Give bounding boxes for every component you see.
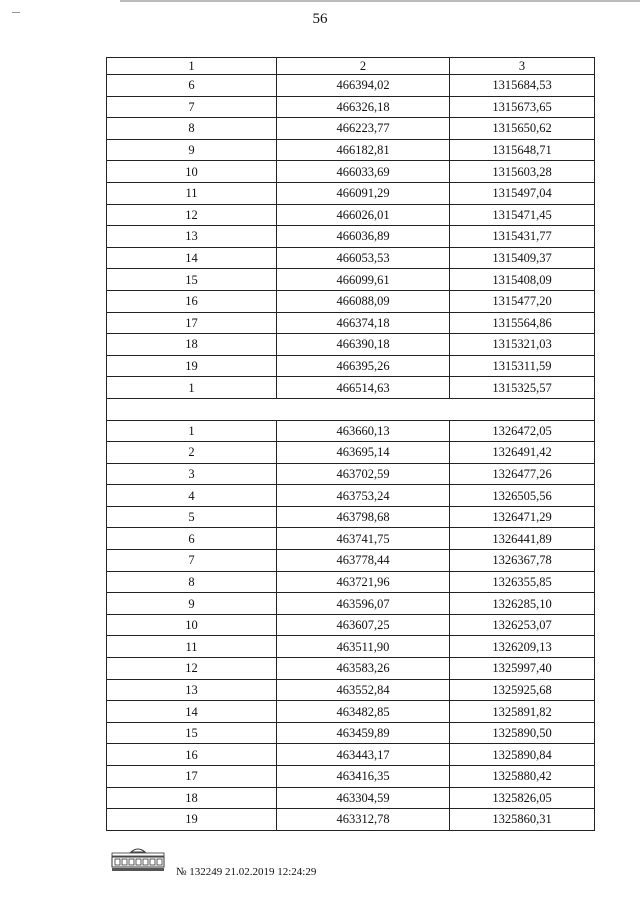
y-coordinate-cell: 1326209,13 [450,636,595,658]
x-coordinate-cell: 463443,17 [277,744,450,766]
x-coordinate-cell: 466374,18 [277,312,450,334]
y-coordinate-cell: 1315325,57 [450,377,595,399]
table-row [107,377,595,399]
y-coordinate-cell: 1315471,45 [450,204,595,226]
y-coordinate-cell: 1326505,56 [450,485,595,507]
table-row [107,290,595,312]
point-number-cell: 3 [107,463,277,485]
x-coordinate-cell: 466390,18 [277,334,450,356]
table-row [107,118,595,140]
x-coordinate-cell: 463459,89 [277,722,450,744]
x-coordinate-cell: 463607,25 [277,614,450,636]
y-coordinate-cell: 1326285,10 [450,593,595,615]
point-number-cell: 17 [107,766,277,788]
y-coordinate-cell: 1325891,82 [450,701,595,723]
table-row [107,571,595,593]
section-separator-cell [107,398,595,420]
emblem-stamp [109,844,167,874]
x-coordinate-cell: 463778,44 [277,550,450,572]
table-row [107,593,595,615]
table-row [107,658,595,680]
table-row [107,269,595,291]
table-row [107,809,595,831]
document-registration-stamp: № 132249 21.02.2019 12:24:29 [176,866,317,878]
coordinates-table [106,57,595,831]
y-coordinate-cell: 1326367,78 [450,550,595,572]
table-row [107,766,595,788]
x-coordinate-cell: 466514,63 [277,377,450,399]
table-row [107,355,595,377]
x-coordinate-cell: 463416,35 [277,766,450,788]
y-coordinate-cell: 1326355,85 [450,571,595,593]
point-number-cell: 5 [107,506,277,528]
x-coordinate-cell: 463660,13 [277,420,450,442]
table-row [107,722,595,744]
table-row [107,744,595,766]
y-coordinate-cell: 1325997,40 [450,658,595,680]
point-number-cell: 13 [107,226,277,248]
x-coordinate-cell: 466394,02 [277,75,450,97]
x-coordinate-cell: 463702,59 [277,463,450,485]
point-number-cell: 11 [107,182,277,204]
table-row [107,420,595,442]
point-number-cell: 1 [107,377,277,399]
y-coordinate-cell: 1315408,09 [450,269,595,291]
point-number-cell: 15 [107,269,277,291]
header-cell-3: 3 [450,58,595,75]
x-coordinate-cell: 463552,84 [277,679,450,701]
table-row [107,701,595,723]
x-coordinate-cell: 466053,53 [277,247,450,269]
table-row [107,787,595,809]
point-number-cell: 1 [107,420,277,442]
table-row [107,161,595,183]
point-number-cell: 18 [107,334,277,356]
x-coordinate-cell: 463695,14 [277,442,450,464]
section-separator-row [107,398,595,420]
y-coordinate-cell: 1315673,65 [450,96,595,118]
table-row [107,506,595,528]
x-coordinate-cell: 463304,59 [277,787,450,809]
y-coordinate-cell: 1315564,86 [450,312,595,334]
y-coordinate-cell: 1315477,20 [450,290,595,312]
point-number-cell: 19 [107,355,277,377]
y-coordinate-cell: 1315311,59 [450,355,595,377]
scan-artifact-top [120,0,640,2]
y-coordinate-cell: 1315409,37 [450,247,595,269]
table-header-row [107,58,595,75]
x-coordinate-cell: 466036,89 [277,226,450,248]
table-row [107,226,595,248]
point-number-cell: 7 [107,96,277,118]
y-coordinate-cell: 1326471,29 [450,506,595,528]
y-coordinate-cell: 1315648,71 [450,139,595,161]
point-number-cell: 4 [107,485,277,507]
table-row [107,485,595,507]
y-coordinate-cell: 1326472,05 [450,420,595,442]
point-number-cell: 17 [107,312,277,334]
y-coordinate-cell: 1315650,62 [450,118,595,140]
y-coordinate-cell: 1326441,89 [450,528,595,550]
y-coordinate-cell: 1325860,31 [450,809,595,831]
point-number-cell: 7 [107,550,277,572]
point-number-cell: 15 [107,722,277,744]
point-number-cell: 16 [107,744,277,766]
x-coordinate-cell: 463482,85 [277,701,450,723]
table-row [107,182,595,204]
x-coordinate-cell: 463753,24 [277,485,450,507]
y-coordinate-cell: 1326253,07 [450,614,595,636]
x-coordinate-cell: 466326,18 [277,96,450,118]
x-coordinate-cell: 466182,81 [277,139,450,161]
point-number-cell: 16 [107,290,277,312]
x-coordinate-cell: 463721,96 [277,571,450,593]
y-coordinate-cell: 1325890,84 [450,744,595,766]
x-coordinate-cell: 466026,01 [277,204,450,226]
table-row [107,247,595,269]
point-number-cell: 18 [107,787,277,809]
table-row [107,528,595,550]
y-coordinate-cell: 1315497,04 [450,182,595,204]
table-row [107,463,595,485]
y-coordinate-cell: 1325925,68 [450,679,595,701]
x-coordinate-cell: 463312,78 [277,809,450,831]
table-row [107,679,595,701]
y-coordinate-cell: 1326477,26 [450,463,595,485]
y-coordinate-cell: 1315603,28 [450,161,595,183]
point-number-cell: 12 [107,658,277,680]
y-coordinate-cell: 1315684,53 [450,75,595,97]
point-number-cell: 19 [107,809,277,831]
x-coordinate-cell: 466223,77 [277,118,450,140]
page-number: 56 [312,11,328,27]
point-number-cell: 11 [107,636,277,658]
point-number-cell: 9 [107,139,277,161]
point-number-cell: 6 [107,528,277,550]
header-cell-2: 2 [277,58,450,75]
x-coordinate-cell: 466033,69 [277,161,450,183]
point-number-cell: 8 [107,571,277,593]
point-number-cell: 13 [107,679,277,701]
point-number-cell: 10 [107,614,277,636]
table-row [107,636,595,658]
table-row [107,334,595,356]
point-number-cell: 14 [107,247,277,269]
point-number-cell: 9 [107,593,277,615]
y-coordinate-cell: 1315431,77 [450,226,595,248]
x-coordinate-cell: 463596,07 [277,593,450,615]
y-coordinate-cell: 1325826,05 [450,787,595,809]
x-coordinate-cell: 463798,68 [277,506,450,528]
y-coordinate-cell: 1325890,50 [450,722,595,744]
table-row [107,614,595,636]
x-coordinate-cell: 466091,29 [277,182,450,204]
table-row [107,442,595,464]
point-number-cell: 2 [107,442,277,464]
y-coordinate-cell: 1325880,42 [450,766,595,788]
table-row [107,75,595,97]
point-number-cell: 12 [107,204,277,226]
x-coordinate-cell: 466088,09 [277,290,450,312]
table-row [107,96,595,118]
point-number-cell: 10 [107,161,277,183]
point-number-cell: 6 [107,75,277,97]
x-coordinate-cell: 463511,90 [277,636,450,658]
x-coordinate-cell: 466395,26 [277,355,450,377]
table-row [107,312,595,334]
x-coordinate-cell: 463741,75 [277,528,450,550]
point-number-cell: 8 [107,118,277,140]
table-row [107,139,595,161]
x-coordinate-cell: 466099,61 [277,269,450,291]
header-cell-1: 1 [107,58,277,75]
x-coordinate-cell: 463583,26 [277,658,450,680]
y-coordinate-cell: 1326491,42 [450,442,595,464]
y-coordinate-cell: 1315321,03 [450,334,595,356]
table-row [107,204,595,226]
table-row [107,550,595,572]
point-number-cell: 14 [107,701,277,723]
